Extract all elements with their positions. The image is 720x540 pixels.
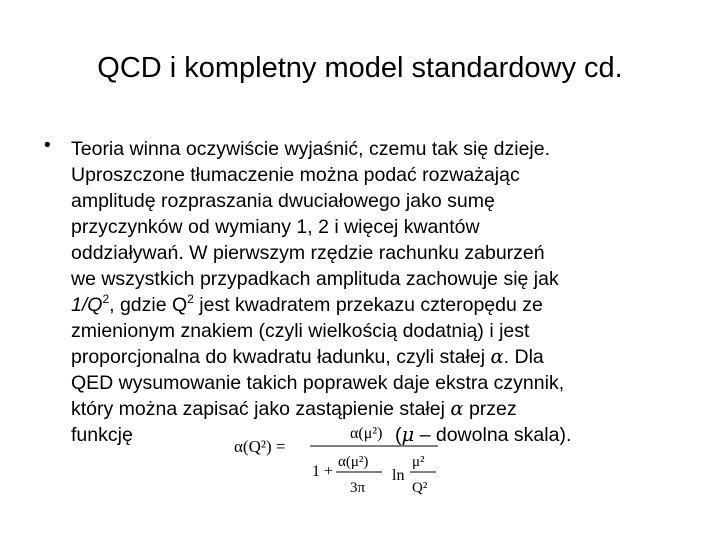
mu-symbol: μ [401,423,415,446]
text-line-7-c: jest kwadratem przekazu czteropędu ze [193,294,543,316]
inner-numerator: α(μ²) [338,454,369,470]
text-line-6: we wszystkich przypadkach amplituda zachowuje się jak [71,268,559,290]
log-denominator: Q² [412,480,428,496]
inverse-q-squared: 1/Q [71,294,103,316]
text-line-11-b: przez [463,398,517,420]
formula-graphic [232,422,452,506]
text-line-1: Teoria winna oczywiście wyjaśnić, czemu tak się dzieje. [71,138,551,160]
superscript-2: 2 [102,292,110,306]
text-line-9-b: . Dla [503,346,544,368]
text-line-9 [71,344,696,370]
formula-lhs: α(Q²) = [234,437,286,456]
text-line-2: Uproszczone tłumaczenie można podać rozważając [71,164,520,186]
text-line-11-a: który można zapisać jako zastąpienie stałej [71,398,451,420]
alpha-symbol-2: α [450,397,464,420]
text-line-11 [71,396,696,422]
superscript-2-b: 2 [187,292,194,306]
inner-denominator: 3π [350,480,366,496]
log-numerator: μ² [412,454,425,470]
running-coupling-formula [232,422,452,506]
text-line-5: oddziaływań. W pierwszym rzędzie rachunku zaburzeń [71,242,545,264]
alpha-symbol: α [490,345,504,368]
text-line-7 [71,292,696,318]
ln-symbol: ln [392,467,405,484]
text-line-9-a: proporcjonalna do kwadratu ładunku, czyli stałej [71,346,491,368]
text-line-7-b: , gdzie Q [109,294,188,316]
text-line-3: amplitudę rozpraszania dwuciałowego jako sumę [71,190,495,212]
text-line-10: QED wysumowanie takich poprawek daje ekstra czynnik, [71,372,565,394]
open-paren: ( [395,424,402,446]
text-line-12-a: funkcję [71,424,133,446]
bullet-text [71,136,696,448]
formula-one-plus: 1 + [312,463,334,480]
text-line-4: przyczynków od wymiany 1, 2 i więcej kwantów [71,216,480,238]
bullet-marker: • [44,135,51,156]
text-line-12-b: – dowolna skala). [414,424,572,446]
formula-numerator: α(μ²) [350,425,383,442]
slide-title: QCD i kompletny model standardowy cd. [97,52,623,84]
text-line-8: zmienionym znakiem (czyli wielkością dodatnią) i jest [71,320,530,342]
